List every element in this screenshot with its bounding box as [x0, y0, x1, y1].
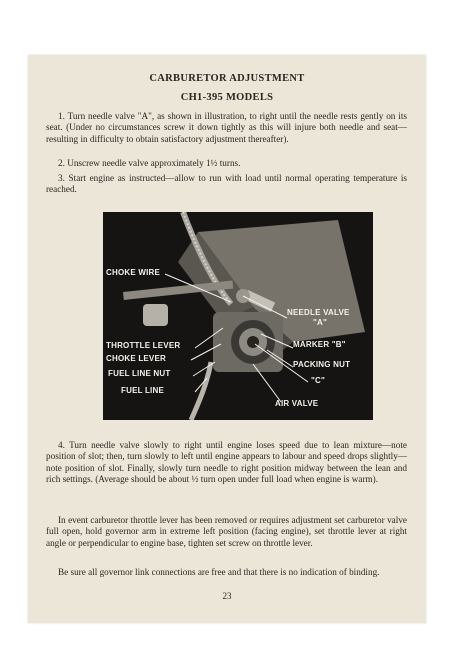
page-number: 23: [222, 591, 232, 601]
label-air-valve: AIR VALVE: [275, 399, 319, 408]
instruction-step-4: 4. Turn needle valve slowly to right until engine loses speed due to lean mixture—note position of slot; then, turn slowly to left until engine appears to labour and speed drops slightly—note position of slot. Finally, slowly turn needle to right position midway between the lean and rich settings. (Average should be about ½ turn open under full load when engine is warm).: [46, 440, 407, 484]
governor-link-note: Be sure all governor link connections are free and that there is no indication of binding.: [58, 567, 380, 577]
label-c: "C": [311, 376, 325, 385]
page-subtitle: CH1-395 MODELS: [180, 92, 274, 103]
label-fuel-line: FUEL LINE: [121, 386, 164, 395]
label-fuel-line-nut: FUEL LINE NUT: [108, 369, 171, 378]
instruction-step-1: 1. Turn needle valve "A", as shown in illustration, to right until the needle rests gently on its seat. (Under no circumstances screw it down tightly as this will injure both needle and seat—resulting in difficulty to obtain satisfactory adjustment thereafter).: [46, 111, 407, 144]
carburetor-photo: [103, 212, 373, 420]
book-page: [28, 55, 426, 623]
label-packing-nut: PACKING NUT: [293, 360, 351, 369]
label-needle-valve-a: "A": [313, 318, 327, 327]
throttle-lever-instructions: In event carburetor throttle lever has been removed or requires adjustment set carburetor valve full open, hold governor arm in extreme left position (facing engine), set throttle lever at right angle or perpendicular to engine base, tighten set screw on throttle lever.: [46, 515, 407, 548]
instruction-step-2: 2. Unscrew needle valve approximately 1½ turns.: [58, 158, 241, 168]
label-choke-lever: CHOKE LEVER: [106, 354, 166, 363]
label-throttle-lever: THROTTLE LEVER: [106, 341, 181, 350]
instruction-step-3: 3. Start engine as instructed—allow to run with load until normal operating temperature is reached.: [46, 173, 407, 195]
label-needle-valve: NEEDLE VALVE: [287, 308, 350, 317]
label-marker-b: MARKER "B": [293, 340, 346, 349]
page-title: CARBURETOR ADJUSTMENT: [149, 73, 305, 84]
label-choke-wire: CHOKE WIRE: [106, 268, 160, 277]
